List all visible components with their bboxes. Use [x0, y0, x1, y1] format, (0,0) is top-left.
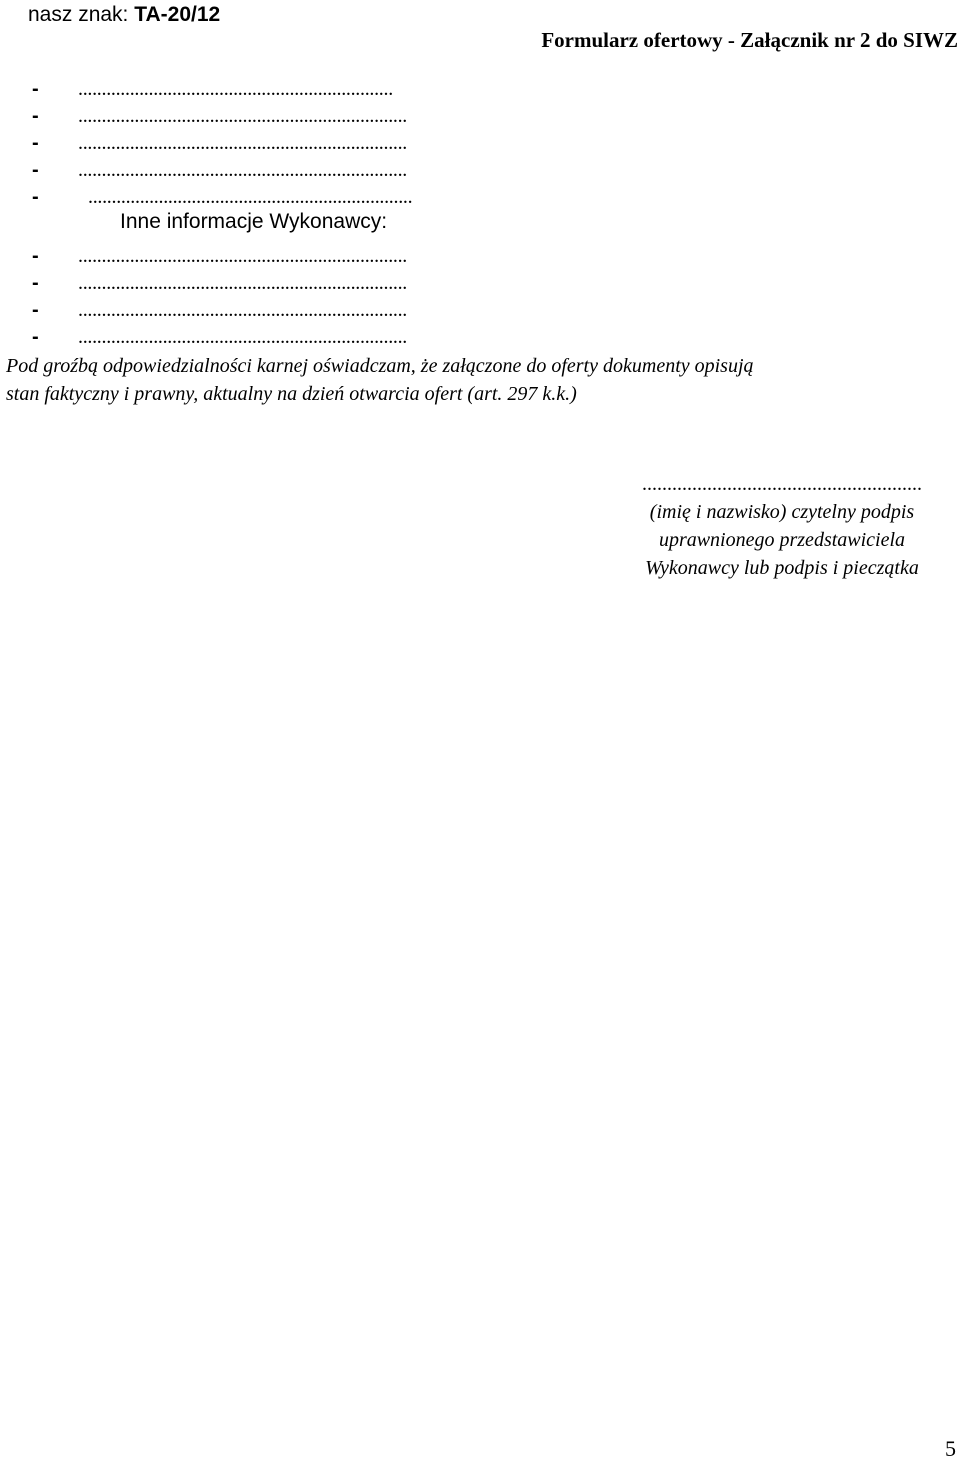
list-dash: - [32, 245, 39, 267]
other-info-heading: Inne informacje Wykonawcy: [120, 210, 388, 233]
fill-in-dots: ................................................................... [78, 78, 393, 100]
signature-dots: ........................................................ [642, 473, 922, 495]
list-dash: - [32, 299, 39, 321]
list-item [32, 243, 407, 270]
list-item [32, 103, 407, 130]
reference-value: TA-20/12 [134, 3, 221, 26]
reference-number [28, 2, 220, 27]
list-dash: - [32, 272, 39, 294]
reference-label: nasz znak: [28, 3, 135, 26]
list-item [32, 76, 393, 103]
fill-in-dots: ...................................................................... [78, 299, 408, 321]
list-dash: - [32, 78, 39, 100]
list-item [32, 297, 407, 324]
fill-in-dots: ...................................................................... [78, 272, 408, 294]
signature-caption-line: uprawnionego przedstawiciela [658, 529, 906, 551]
declaration-line: Pod groźbą odpowiedzialności karnej oświadczam, że załączone do oferty dokumenty opisują [6, 355, 754, 377]
list-item [32, 184, 412, 211]
signature-block [642, 470, 922, 582]
fill-in-dots: ..................................................................... [88, 186, 413, 208]
fill-in-dots: ...................................................................... [78, 245, 408, 267]
list-item [32, 130, 407, 157]
list-dash: - [32, 132, 39, 154]
fill-in-dots: ...................................................................... [78, 326, 408, 348]
list-item [32, 324, 407, 351]
fill-in-dots: ...................................................................... [78, 132, 408, 154]
signature-caption-line: Wykonawcy lub podpis i pieczątka [645, 557, 919, 579]
list-dash: - [32, 105, 39, 127]
list-dash: - [32, 159, 39, 181]
declaration-line: stan faktyczny i prawny, aktualny na dzień otwarcia ofert (art. 297 k.k.) [6, 383, 577, 405]
form-title: Formularz ofertowy - Załącznik nr 2 do SIWZ [541, 28, 958, 52]
list-dash: - [32, 186, 39, 208]
declaration-paragraph [6, 352, 956, 408]
fill-in-dots: ...................................................................... [78, 159, 408, 181]
page-number: 5 [945, 1436, 956, 1461]
list-dash: - [32, 326, 39, 348]
fill-in-dots: ...................................................................... [78, 105, 408, 127]
signature-caption-line: (imię i nazwisko) czytelny podpis [649, 501, 915, 523]
list-item [32, 157, 407, 184]
list-item [32, 270, 407, 297]
